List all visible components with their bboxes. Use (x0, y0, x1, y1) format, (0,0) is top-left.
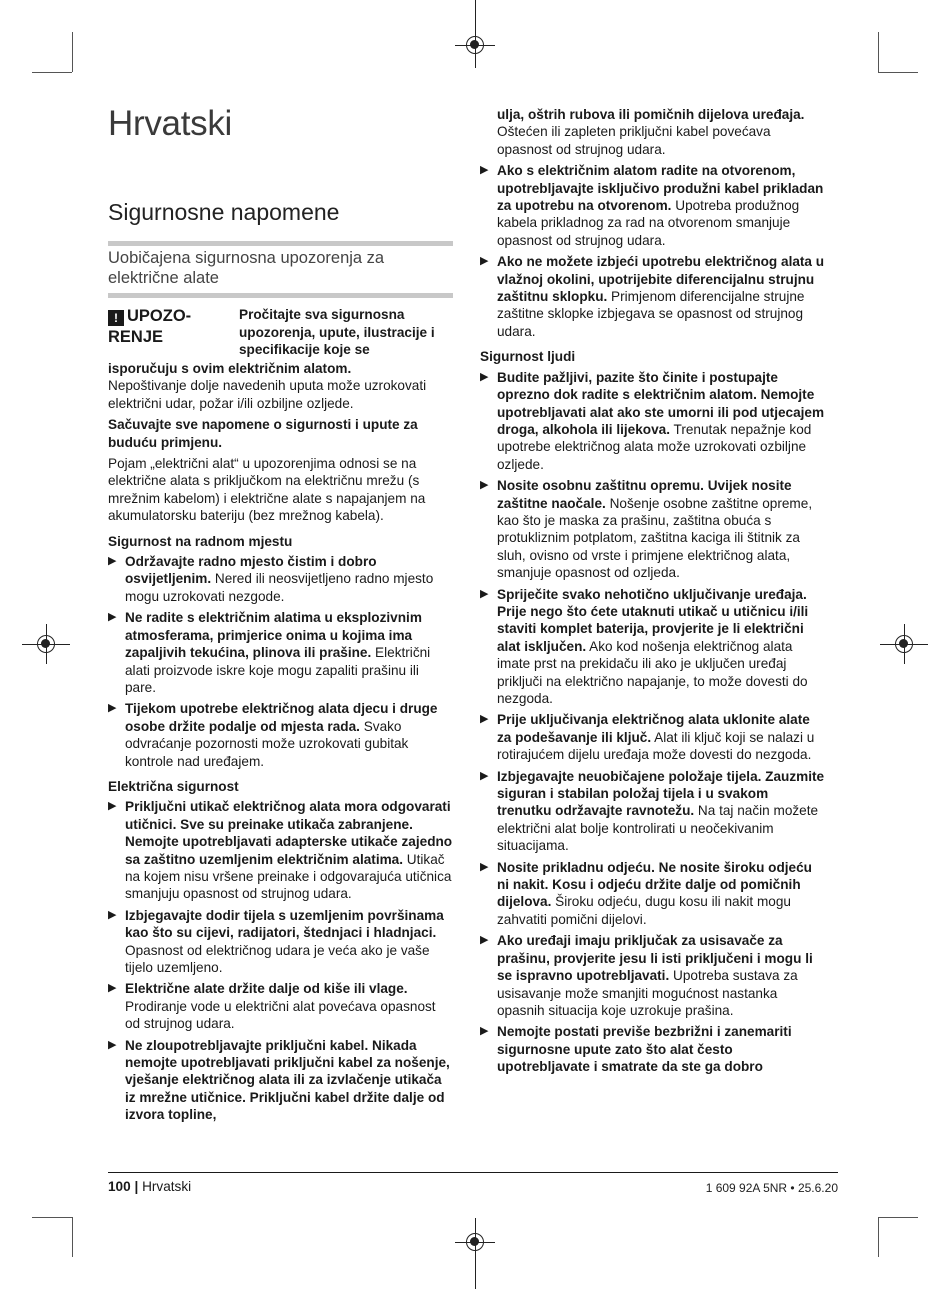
crop-mark (878, 72, 918, 73)
crop-mark (878, 1217, 918, 1218)
continued-item: ulja, oštrih rubova ili pomičnih dijelova uređaja. Oštećen ili zapleten priključni kabel povećava opasnost od strujnog udara. (497, 107, 805, 157)
warning-intro-continued: isporučuju s ovim električnim alatom. (108, 361, 352, 376)
registration-target-icon (466, 1233, 484, 1251)
warning-label-line1: UPOZO- (127, 307, 192, 325)
list-item: ▶ Ako ne možete izbjeći upotrebu električnog alata u vlažnoj okolini, upotrijebite diferencijalnu strujnu zaštitnu sklopku. Primjenom diferencijalne strujne zaštitne sklopke izbjegava se opasnost od strujnog udara. (480, 253, 826, 340)
footer-language: Hrvatski (142, 1179, 192, 1194)
list-item: ▶ Električne alate držite dalje od kiše ili vlage. Prodiranje vode u električni alat povećava opasnost od strujnog udara. (108, 980, 453, 1032)
divider (108, 293, 453, 298)
section-title: Sigurnosne napomene (108, 199, 340, 225)
footer-separator: | (134, 1179, 139, 1194)
warning-text: Nepoštivanje dolje navedenih uputa može uzrokovati električni udar, požar i/ili ozbiljne ozljede. (108, 378, 427, 411)
crop-mark (32, 1217, 72, 1218)
right-column (480, 106, 826, 1080)
registration-target-icon (466, 36, 484, 54)
list-item: ▶ Izbjegavajte neuobičajene položaje tijela. Zauzmite siguran i stabilan položaj tijela i u svakom trenutku održavajte ravnotežu. Na taj način možete električni alat bolje kontrolirati u neočekivanim situacijama. (480, 768, 826, 855)
list-item: ▶ Tijekom upotrebe električnog alata djecu i druge osobe držite podalje od mjesta rada. Svako odvraćanje pozornosti može uzrokovati gubitak kontrole nad uređajem. (108, 700, 453, 770)
crop-mark (72, 1217, 73, 1257)
footer-rule (108, 1172, 838, 1173)
definition-paragraph: Pojam „električni alat“ u upozorenjima odnosi se na električne alata s priključkom na električnu mrežu (s mrežnim kabelom) i električne alate s napajanjem na akumulatorsku bateriju (bez mrežnog kabela). (108, 456, 426, 524)
warning-label (108, 306, 191, 348)
list-item: ▶ Spriječite svako nehotično uključivanje uređaja. Prije nego što ćete utaknuti utikač u utičnicu i/ili staviti komplet baterija, provjerite je li električni alat isključen. Ako kod nošenja električnog alata imate prst na prekidaču ili ako je uključen uređaj priključi na električno napajanje, to može dovesti do nezgoda. (480, 586, 826, 708)
personal-heading: Sigurnost ljudi (480, 349, 576, 365)
footer-left (108, 1179, 191, 1194)
doc-code: 1 609 92A 5NR • 25.6.20 (705, 1181, 838, 1195)
list-item: ▶ Ne radite s električnim alatima u eksplozivnim atmosferama, primjerice onima u kojima ima zapaljivih tekućina, plinova ili prašine. Električni alati proizvode iskre koje mogu zapaliti prašinu ili pare. (108, 609, 453, 696)
page-title: Hrvatski (108, 104, 232, 143)
subsection-title: Uobičajena sigurnosna upozorenja za električne alate (108, 249, 385, 287)
workplace-heading: Sigurnost na radnom mjestu (108, 533, 293, 549)
list-item: ▶ Izbjegavajte dodir tijela s uzemljenim površinama kao što su cijevi, radijatori, štednjaci i hladnjaci. Opasnost od električnog udara je veća ako je vaše tijelo uzemljeno. (108, 907, 453, 977)
registration-target-icon (895, 635, 913, 653)
list-item: ▶ Ako s električnim alatom radite na otvorenom, upotrebljavajte isključivo produžni kabel prikladan za upotrebu na otvorenom. Upotreba produžnog kabela prikladnog za rad na otvorenom smanjuje opasnost od strujnog udara. (480, 162, 826, 249)
warning-block (108, 306, 453, 360)
registration-line (475, 0, 476, 68)
crop-mark (878, 1217, 879, 1257)
crop-mark (72, 32, 73, 72)
electrical-heading: Električna sigurnost (108, 778, 239, 794)
warning-label-line2: RENJE (108, 328, 164, 346)
registration-target-icon (37, 635, 55, 653)
page-number: 100 (108, 1179, 131, 1194)
warning-intro: Pročitajte sva sigurnosna upozorenja, upute, ilustracije i specifikacije koje se (239, 307, 435, 358)
crop-mark (878, 32, 879, 72)
registration-line (475, 1218, 476, 1289)
list-item: ▶ Priključni utikač električnog alata mora odgovarati utičnici. Sve su preinake utikača zabranjene. Nemojte upotrebljavati adapterske utikače zajedno sa zaštitno uzemljenim električnim alatima. Utikač na kojem nisu vršene preinake i odgovarajuća utičnica smanjuju opasnost od strujnog udara. (108, 798, 453, 902)
warning-triangle-icon: ! (108, 310, 124, 326)
list-item: ▶ Ako uređaji imaju priključak za usisavače za prašinu, provjerite jesu li isti priključeni i mogu li se ispravno upotrebljavati. Upotreba sustava za usisavanje može smanjiti mogućnost nastanka opasnih situacija koje uzrokuje prašina. (480, 932, 826, 1019)
list-item: ▶ Ne zloupotrebljavajte priključni kabel. Nikada nemojte upotrebljavati priključni kabel za nošenje, vješanje električnog alata ili za izvlačenje utikača iz mrežne utičnice. Priključni kabel držite dalje od izvora topline, (108, 1037, 453, 1124)
list-item: ▶ Nosite osobnu zaštitnu opremu. Uvijek nosite zaštitne naočale. Nošenje osobne zaštitne opreme, kao što je maska za prašinu, zaštitna obuća s protukliznim potplatom, zaštitna kaciga ili štitnik za sluh, ovisno od vrste i primjene električnog alata, smanjuje opasnost od ozljeda. (480, 477, 826, 581)
list-item: ▶ Nosite prikladnu odjeću. Ne nosite široku odjeću ni nakit. Kosu i odjeću držite dalje od pomičnih dijelova. Široku odjeću, dugu kosu ili nakit mogu zahvatiti pomični dijelovi. (480, 859, 826, 929)
list-item: ▶ Održavajte radno mjesto čistim i dobro osvijetljenim. Nered ili neosvijetljeno radno mjesto mogu uzrokovati nezgode. (108, 553, 453, 605)
list-item: ▶ Budite pažljivi, pazite što činite i postupajte oprezno dok radite s električnim alatom. Nemojte upotrebljavati alat ako ste umorni ili pod utjecajem droga, alkohola ili lijekova. Trenutak nepažnje kod upotrebe električnog alata može uzrokovati ozbiljne ozljede. (480, 369, 826, 473)
left-column (108, 306, 453, 1128)
crop-mark (32, 72, 72, 73)
divider (108, 241, 453, 246)
keep-notes: Sačuvajte sve napomene o sigurnosti i upute za buduću primjenu. (108, 417, 418, 450)
list-item: ▶ Prije uključivanja električnog alata uklonite alate za podešavanje ili ključ. Alat ili ključ koji se nalazi u rotirajućem dijelu uređaja može dovesti do nezgoda. (480, 711, 826, 763)
list-item: ▶ Nemojte postati previše bezbrižni i zanemariti sigurnosne upute zato što alat često upotrebljavate i smatrate da ste ga dobro (480, 1023, 826, 1075)
